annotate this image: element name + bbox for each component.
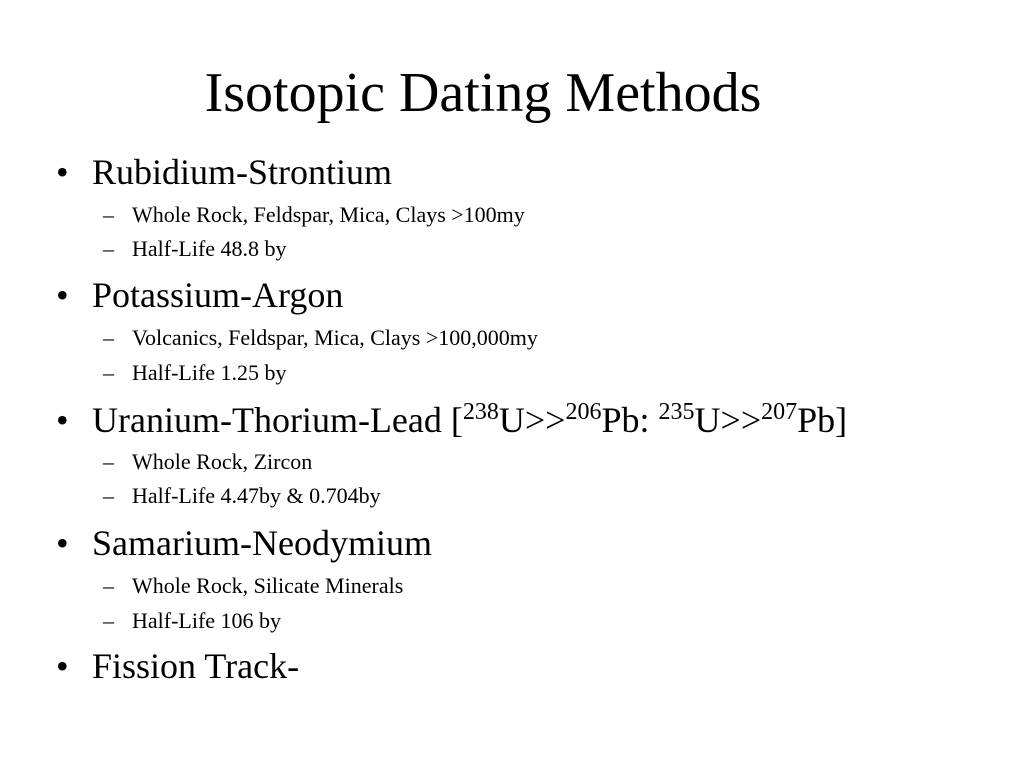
sub-item-text: Half-Life 48.8 by (132, 236, 287, 261)
bullet-text: Fission Track- (92, 646, 300, 686)
dash-icon: – (103, 202, 114, 227)
isotope-mass-number: 238 (462, 399, 499, 425)
sub-item-text: Half-Life 1.25 by (132, 360, 287, 385)
dash-icon: – (103, 449, 114, 474)
bullet-icon: • (56, 275, 69, 315)
bullet-icon: • (56, 523, 69, 563)
bullet-text: Uranium-Thorium-Lead [$^{238}$U>>$^{206}$Pb: $^{235}$U>>$^{207}$Pb] (92, 399, 848, 440)
isotope-mass-number: 235 (658, 399, 695, 425)
dash-icon: – (103, 236, 114, 261)
isotope-mass-number: 207 (761, 399, 798, 425)
dash-icon: – (103, 325, 114, 350)
sub-item-text: Whole Rock, Silicate Minerals (132, 573, 404, 598)
dash-icon: – (103, 483, 114, 508)
dash-icon: – (103, 573, 114, 598)
dash-icon: – (103, 608, 114, 633)
sub-item-text: Volcanics, Feldspar, Mica, Clays >100,000my (132, 325, 538, 350)
sub-item-text: Whole Rock, Feldspar, Mica, Clays >100my (132, 202, 525, 227)
bullet-text: Rubidium-Strontium (92, 152, 393, 192)
sub-item-text: Whole Rock, Zircon (132, 449, 313, 474)
bullet-text: Potassium-Argon (92, 275, 344, 315)
isotope-mass-number: 206 (565, 399, 602, 425)
bullet-icon: • (56, 152, 69, 192)
bullet-icon: • (56, 646, 69, 686)
slide-title: Isotopic Dating Methods (204, 62, 762, 124)
sub-item-text: Half-Life 106 by (132, 608, 282, 633)
dash-icon: – (103, 360, 114, 385)
sub-item-text: Half-Life 4.47by & 0.704by (132, 483, 381, 508)
bullet-icon: • (56, 400, 69, 440)
bullet-text: Samarium-Neodymium (92, 523, 432, 563)
